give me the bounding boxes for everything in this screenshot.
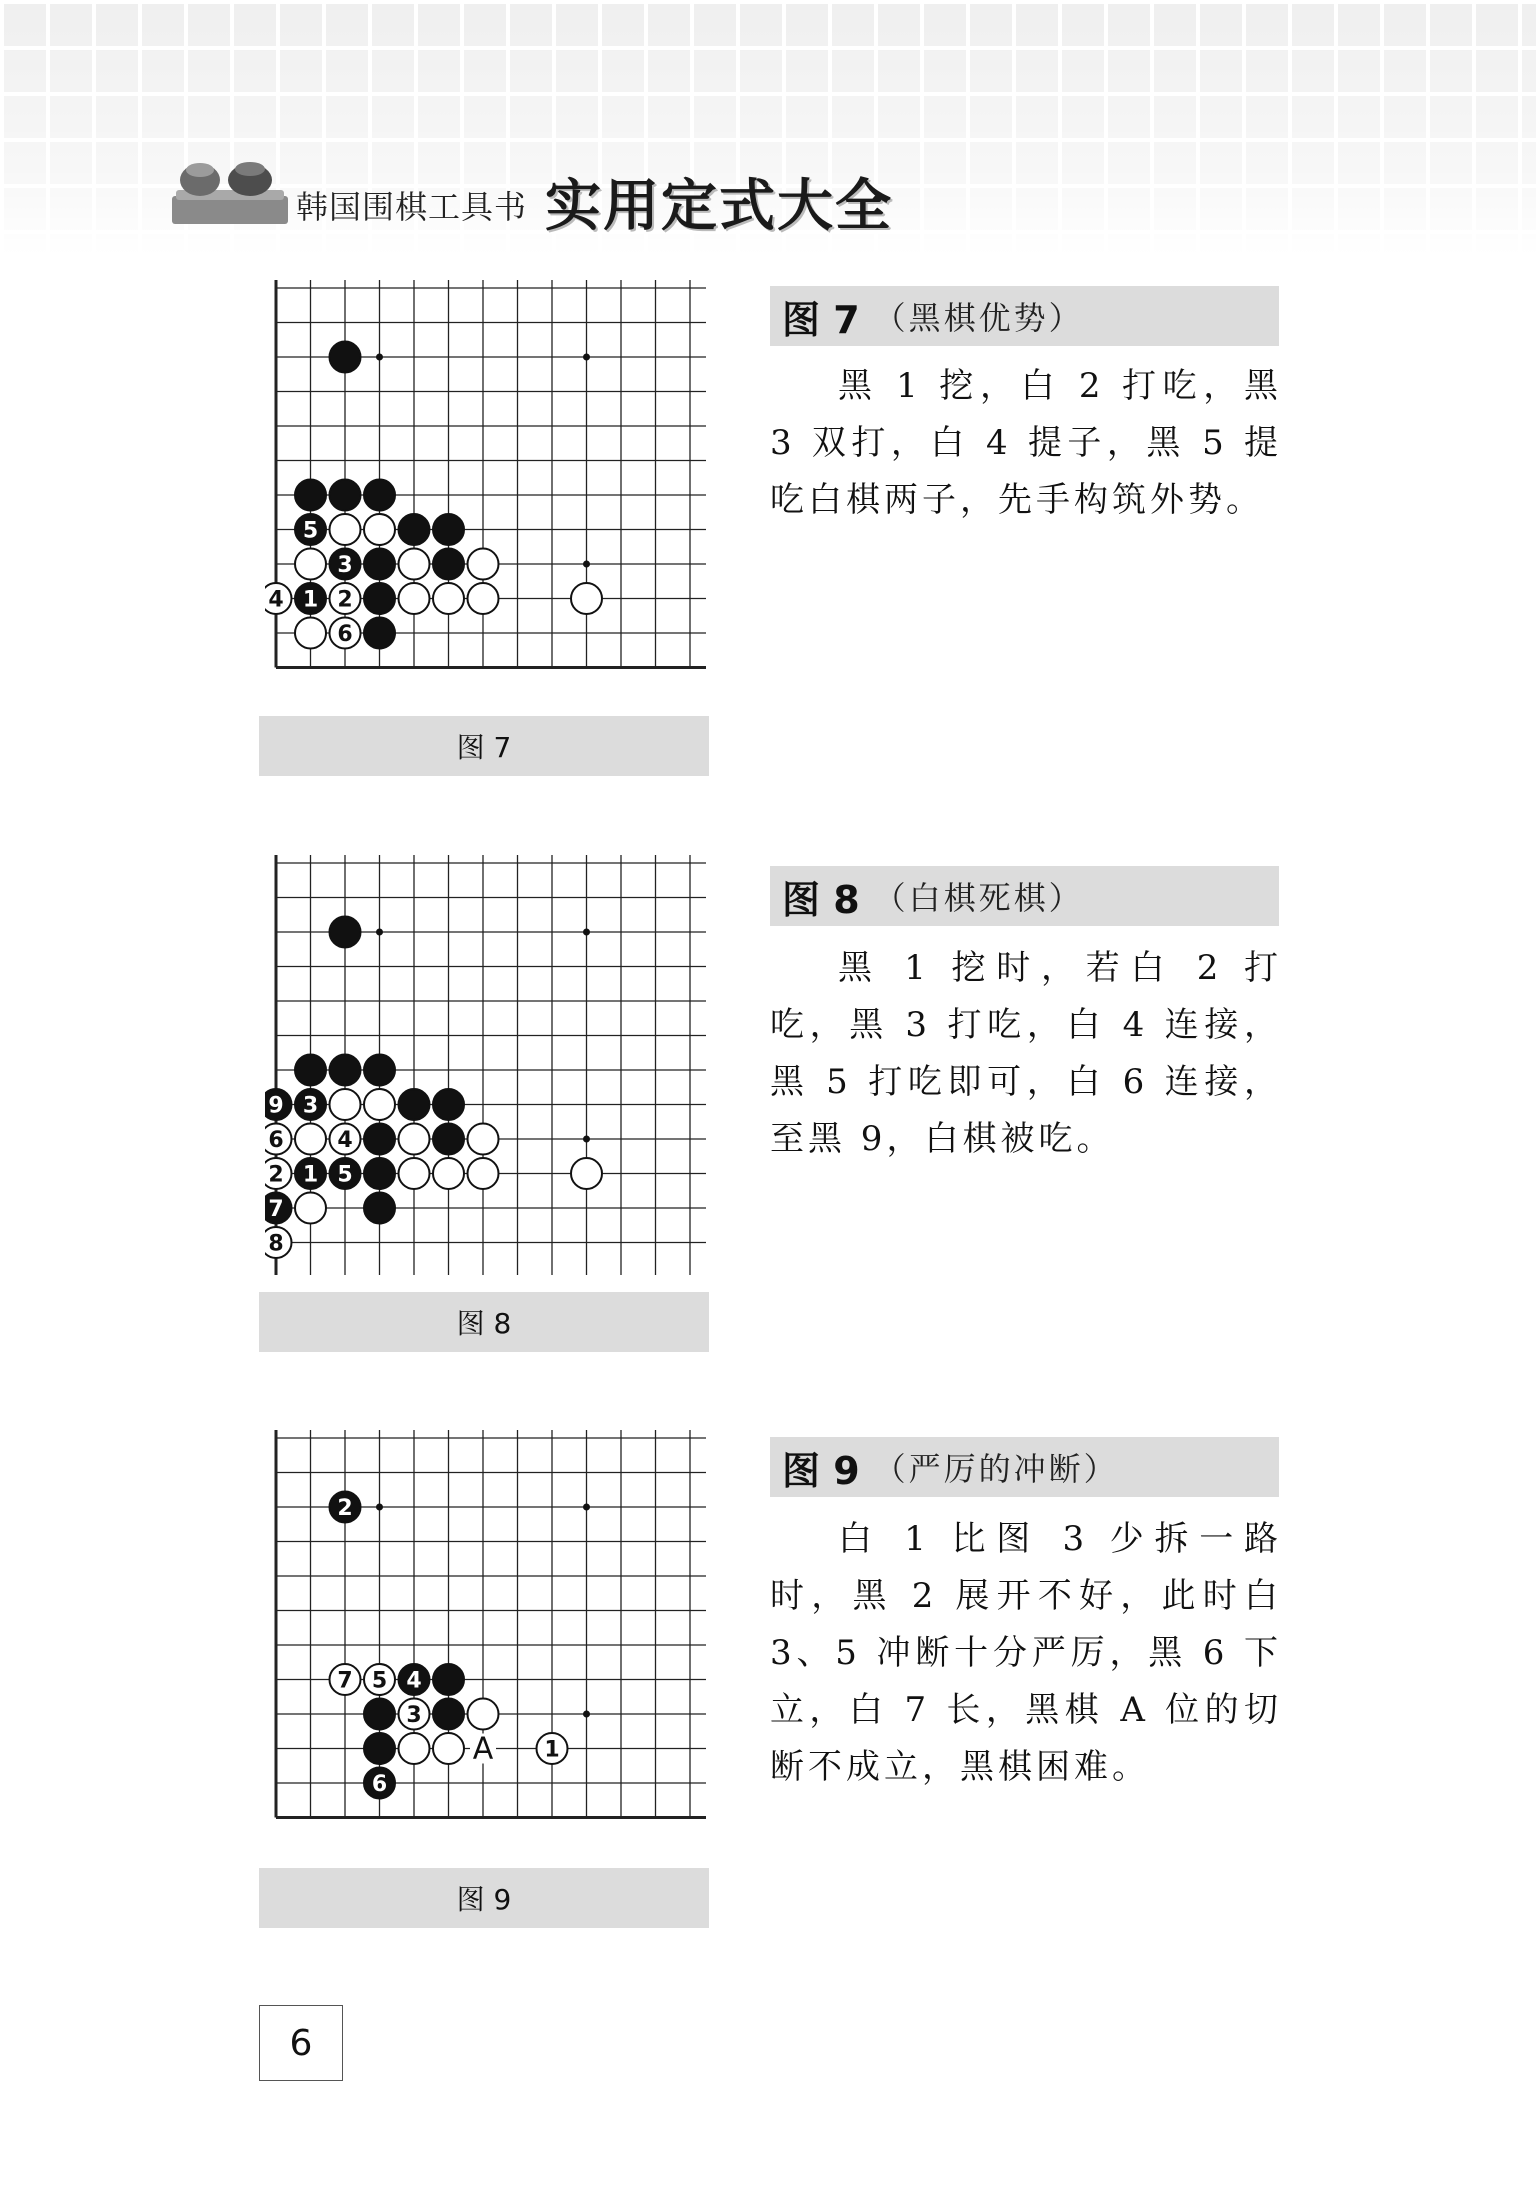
go-board-figure-9 [265, 1430, 720, 1840]
star-point [376, 1504, 383, 1511]
black-stone [295, 1055, 326, 1086]
white-stone [330, 583, 361, 614]
black-stone [330, 1158, 361, 1189]
figure-9-subtitle: （严厉的冲断） [873, 1450, 1119, 1488]
white-stone [295, 549, 326, 580]
stone-move-number: 6 [337, 622, 353, 647]
black-stone [364, 1768, 395, 1799]
white-stone [330, 1089, 361, 1120]
figure-9-title-bar [770, 1437, 1279, 1497]
stone-move-number: 6 [371, 1772, 388, 1797]
figure-7-heading: 图 7 [782, 297, 860, 342]
stone-move-number: 2 [337, 1496, 353, 1521]
black-stone [399, 1664, 430, 1695]
white-stone [537, 1733, 568, 1764]
white-stone [399, 549, 430, 580]
star-point [376, 354, 383, 361]
black-stone [295, 583, 326, 614]
black-stone [433, 549, 464, 580]
board-letter-mark: A [472, 1731, 494, 1767]
white-stone [468, 583, 499, 614]
star-point [376, 929, 383, 936]
stone-move-number: 2 [337, 587, 353, 613]
white-stone [265, 1158, 292, 1189]
star-point [583, 1504, 590, 1511]
black-stone [265, 1193, 292, 1224]
black-stone [399, 514, 430, 545]
white-stone [468, 549, 499, 580]
go-bowls-logo-icon [170, 150, 290, 226]
figure-8-caption: 图 8 [259, 1292, 709, 1352]
white-stone [571, 1158, 602, 1189]
white-stone [468, 1699, 499, 1730]
white-stone [330, 514, 361, 545]
stone-move-number: 2 [268, 1162, 284, 1188]
black-stone [364, 549, 395, 580]
stone-move-number: 3 [406, 1703, 422, 1728]
black-stone [364, 618, 395, 649]
black-stone [433, 1089, 464, 1120]
figure-7-title-bar [770, 286, 1279, 346]
stone-move-number: 3 [302, 1093, 319, 1119]
white-stone [295, 618, 326, 649]
go-board-figure-8 [265, 855, 720, 1275]
star-point [583, 561, 590, 568]
black-stone [433, 1124, 464, 1155]
page-number: 6 [259, 2005, 343, 2081]
black-stone [330, 480, 361, 511]
white-stone [364, 514, 395, 545]
figure-8-heading: 图 8 [782, 877, 860, 922]
black-stone [364, 480, 395, 511]
stone-move-number: 5 [302, 518, 319, 544]
black-stone [295, 1089, 326, 1120]
stone-move-number: 1 [302, 1162, 319, 1188]
black-stone [330, 1492, 361, 1523]
page-header [0, 0, 1536, 255]
book-series-title: 韩国围棋工具书 [296, 188, 528, 226]
stone-move-number: 7 [337, 1668, 353, 1694]
white-stone [571, 583, 602, 614]
figure-9-body: 白 1 比图 3 少拆一路时，黑 2 展开不好，此时白 3、5 冲断十分严厉，黑 6 下立，白 7 长，黑棋 A 位的切断不成立，黑棋困难。 [770, 1519, 1282, 1787]
star-point [583, 354, 590, 361]
black-stone [364, 1733, 395, 1764]
stone-move-number: 1 [302, 587, 319, 613]
stone-move-number: 9 [268, 1093, 284, 1119]
black-stone [399, 1089, 430, 1120]
black-stone [295, 514, 326, 545]
black-stone [330, 917, 361, 948]
black-stone [364, 1055, 395, 1086]
white-stone [330, 1664, 361, 1695]
black-stone [330, 1055, 361, 1086]
stone-move-number: 4 [268, 587, 284, 613]
black-stone [364, 1193, 395, 1224]
stone-move-number: 5 [337, 1162, 353, 1188]
white-stone [330, 618, 361, 649]
black-stone [433, 1664, 464, 1695]
black-stone [265, 1089, 292, 1120]
figure-9-heading: 图 9 [782, 1448, 860, 1493]
white-stone [295, 1124, 326, 1155]
white-stone [364, 1089, 395, 1120]
white-stone [265, 1124, 292, 1155]
star-point [583, 1136, 590, 1143]
stone-move-number: 1 [544, 1737, 560, 1763]
white-stone [433, 1158, 464, 1189]
figure-8-title-bar [770, 866, 1279, 926]
stone-move-number: 6 [268, 1128, 284, 1153]
white-stone [364, 1664, 395, 1695]
white-stone [399, 1733, 430, 1764]
star-point [583, 1711, 590, 1718]
white-stone [399, 1699, 430, 1730]
white-stone [399, 1158, 430, 1189]
black-stone [433, 514, 464, 545]
black-stone [330, 549, 361, 580]
black-stone [330, 342, 361, 373]
white-stone [330, 1124, 361, 1155]
white-stone [399, 1124, 430, 1155]
figure-7-body: 黑 1 挖，白 2 打吃，黑 3 双打，白 4 提子，黑 5 提吃白棋两子，先手构筑外势。 [770, 366, 1282, 520]
figure-9-caption: 图 9 [259, 1868, 709, 1928]
stone-move-number: 5 [371, 1668, 388, 1694]
stone-move-number: 3 [337, 553, 353, 578]
white-stone [433, 1733, 464, 1764]
stone-move-number: 4 [337, 1128, 353, 1153]
white-stone [265, 583, 292, 614]
black-stone [433, 1699, 464, 1730]
black-stone [295, 480, 326, 511]
go-board-figure-7 [265, 280, 720, 690]
white-stone [295, 1193, 326, 1224]
black-stone [364, 1699, 395, 1730]
white-stone [468, 1158, 499, 1189]
figure-8-subtitle: （白棋死棋） [873, 879, 1084, 917]
white-stone [433, 583, 464, 614]
stone-move-number: 7 [268, 1197, 284, 1222]
black-stone [295, 1158, 326, 1189]
black-stone [364, 1124, 395, 1155]
black-stone [364, 583, 395, 614]
black-stone [364, 1158, 395, 1189]
white-stone [399, 583, 430, 614]
figure-7-subtitle: （黑棋优势） [873, 299, 1084, 337]
book-title: 实用定式大全 [545, 173, 893, 239]
stone-move-number: 8 [268, 1231, 284, 1257]
white-stone [265, 1227, 292, 1258]
white-stone [468, 1124, 499, 1155]
stone-move-number: 4 [406, 1668, 422, 1694]
figure-7-caption: 图 7 [259, 716, 709, 776]
star-point [583, 929, 590, 936]
figure-8-body: 黑 1 挖时，若白 2 打吃，黑 3 打吃，白 4 连接，黑 5 打吃即可，白 6 连接，至黑 9，白棋被吃。 [770, 948, 1282, 1159]
